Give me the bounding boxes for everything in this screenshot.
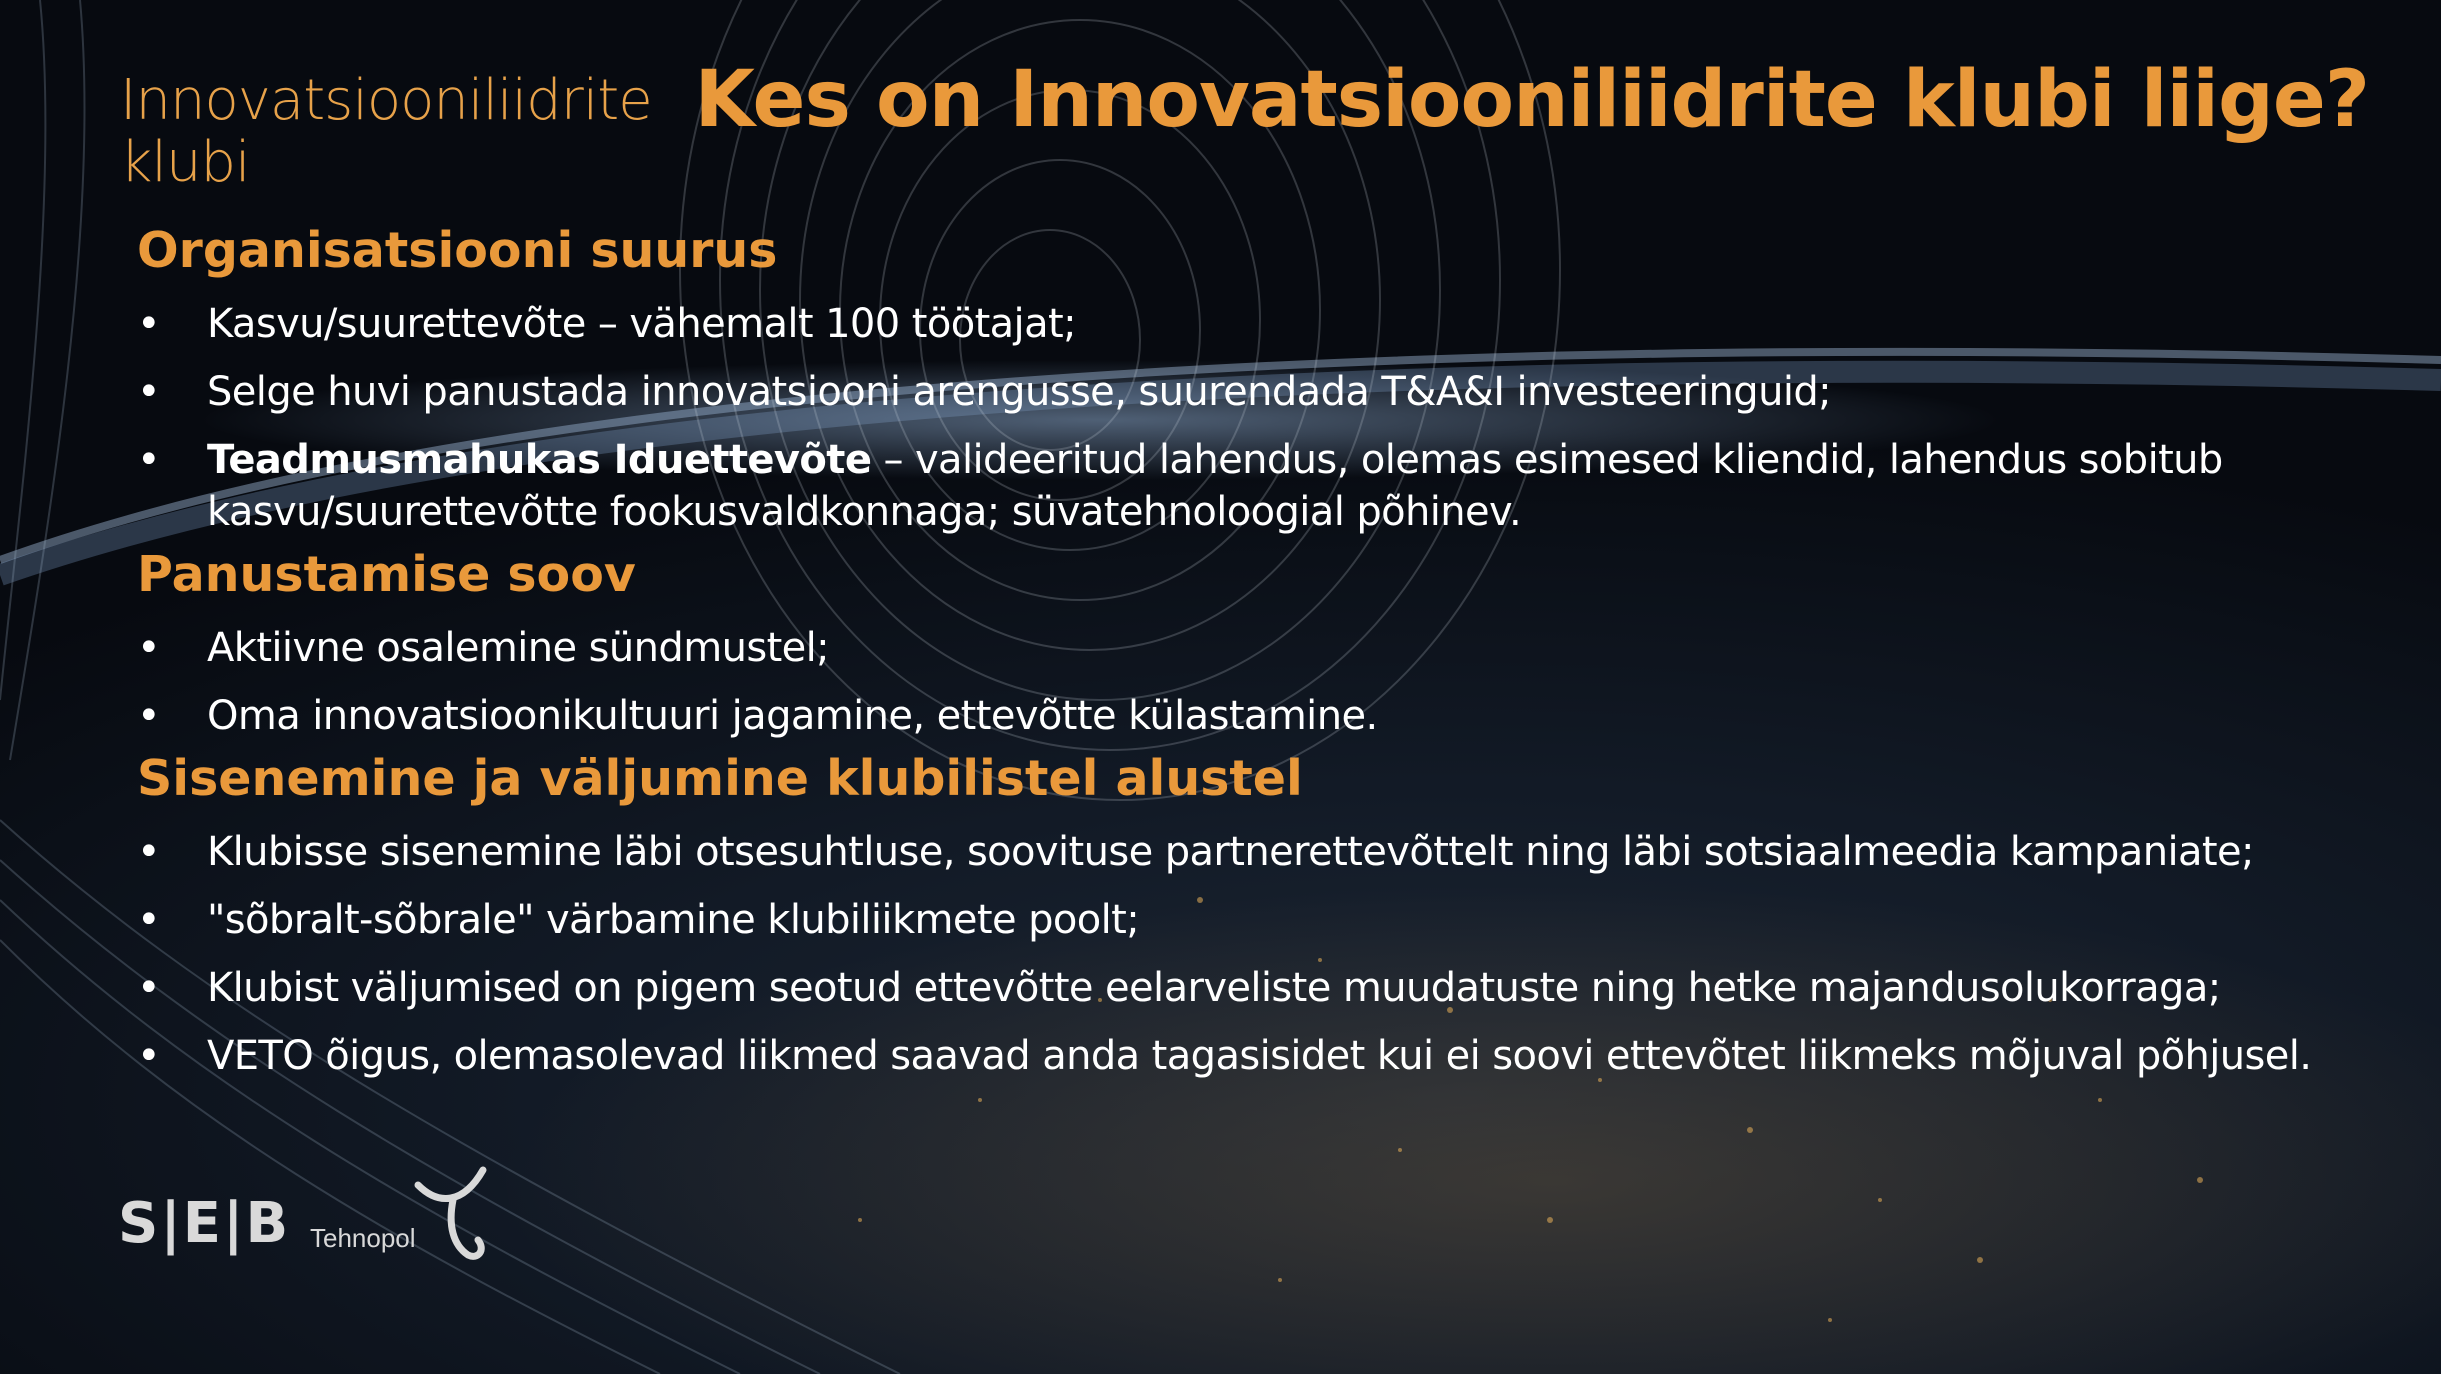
brand-title-line2: klubi [120, 130, 250, 195]
bullet-marker: • [137, 301, 160, 347]
bullet-item [137, 366, 2397, 418]
brand-title-line1: Innovatsiooniliidrite [120, 68, 652, 133]
slide-title: Kes on Innovatsiooniliidrite klubi liige? [694, 55, 2369, 145]
bullet-list-contribution [137, 622, 2397, 742]
bullet-item [137, 434, 2397, 538]
bullet-bold-text: Teadmusmahukas Iduettevõte [207, 437, 872, 483]
bullet-text: Klubisse sisenemine läbi otsesuhtluse, soovituse partnerettevõttelt ning läbi sotsiaalmeedia kampaniate; [207, 829, 2254, 875]
tehnopol-logo-icon [408, 1165, 498, 1265]
bullet-item [137, 826, 2397, 878]
section-heading-organisation-size: Organisatsiooni suurus [137, 222, 778, 279]
bullet-text: Klubist väljumised on pigem seotud ettevõtte eelarveliste muudatuste ning hetke majandusolukorraga; [207, 965, 2221, 1011]
bullet-text: VETO õigus, olemasolevad liikmed saavad anda tagasisidet kui ei soovi ettevõtet liikmeks mõjuval põhjusel. [207, 1033, 2312, 1079]
bullet-item [137, 298, 2397, 350]
bullet-text: "sõbralt-sõbrale" värbamine klubiliikmete poolt; [207, 897, 1140, 943]
bullet-text: Kasvu/suurettevõte – vähemalt 100 töötajat; [207, 301, 1076, 347]
partner-logos [118, 1165, 498, 1265]
bullet-marker: • [137, 965, 160, 1011]
bullet-marker: • [137, 897, 160, 943]
bullet-item [137, 962, 2397, 1014]
section-heading-entry-exit: Sisenemine ja väljumine klubilistel alustel [137, 750, 1303, 807]
slide-content [137, 220, 2397, 1082]
bullet-marker: • [137, 1033, 160, 1079]
bullet-text: – valideeritud lahendus, olemas esimesed kliendid, lahendus sobitub kasvu/suurettevõtte fookusvaldkonnaga; süvatehnoloogial põhinev. [207, 437, 2223, 535]
bullet-list-organisation-size [137, 298, 2397, 538]
bullet-item [137, 622, 2397, 674]
bullet-marker: • [137, 625, 160, 671]
bullet-text: Aktiivne osalemine sündmustel; [207, 625, 830, 671]
bullet-text: Oma innovatsioonikultuuri jagamine, ettevõtte külastamine. [207, 693, 1378, 739]
bullet-marker: • [137, 437, 160, 483]
seb-logo: S|E|B [118, 1191, 291, 1256]
bullet-marker: • [137, 829, 160, 875]
bullet-list-entry-exit [137, 826, 2397, 1082]
bullet-item [137, 894, 2397, 946]
bullet-text: Selge huvi panustada innovatsiooni arengusse, suurendada T&A&I investeeringuid; [207, 369, 1832, 415]
bullet-marker: • [137, 693, 160, 739]
bullet-item [137, 1030, 2397, 1082]
tehnopol-logo-text: Tehnopol [310, 1223, 416, 1253]
brand-title [120, 70, 680, 194]
bullet-marker: • [137, 369, 160, 415]
bullet-item [137, 690, 2397, 742]
section-heading-contribution: Panustamise soov [137, 546, 636, 603]
